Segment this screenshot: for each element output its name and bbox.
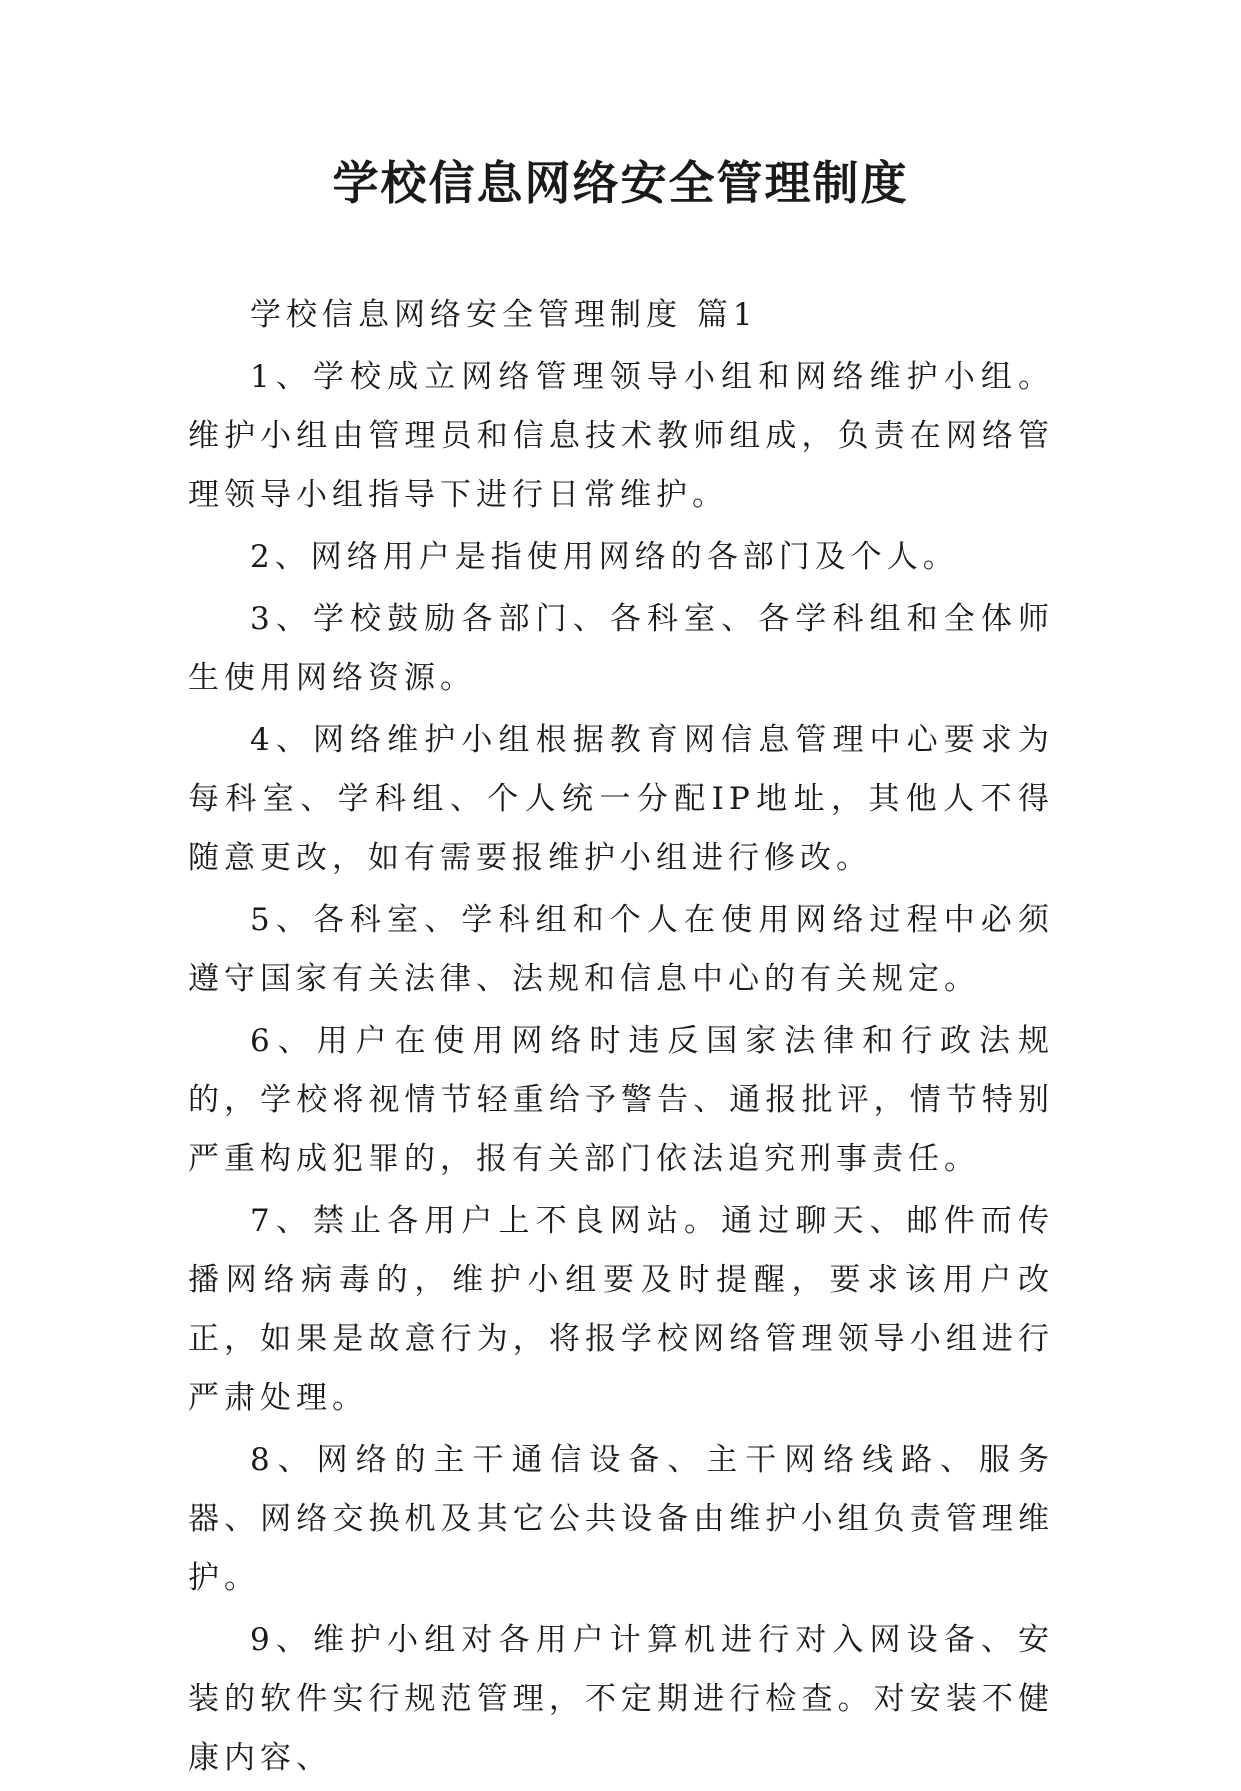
paragraph-3: 3、学校鼓励各部门、各科室、各学科组和全体师生使用网络资源。 xyxy=(188,601,1054,696)
page-title: 学校信息网络安全管理制度 xyxy=(332,156,909,210)
paragraph-6: 6、用户在使用网络时违反国家法律和行政法规的，学校将视情节轻重给予警告、通报批评，情节特别严重构成犯罪的，报有关部门依法追究刑事责任。 xyxy=(188,1023,1054,1177)
document-body xyxy=(188,286,1054,1791)
paragraph-8: 8、网络的主干通信设备、主干网络线路、服务器、网络交换机及其它公共设备由维护小组负责管理维护。 xyxy=(188,1442,1054,1596)
section-heading: 学校信息网络安全管理制度 篇1 xyxy=(250,297,758,333)
paragraph-5: 5、各科室、学科组和个人在使用网络过程中必须遵守国家有关法律、法规和信息中心的有关规定。 xyxy=(188,902,1054,997)
paragraph-1: 1、学校成立网络管理领导小组和网络维护小组。维护小组由管理员和信息技术教师组成，负责在网络管理领导小组指导下进行日常维护。 xyxy=(188,359,1054,513)
paragraph-9: 9、维护小组对各用户计算机进行对入网设备、安装的软件实行规范管理，不定期进行检查。对安装不健康内容、 xyxy=(188,1622,1054,1776)
paragraph-4: 4、网络维护小组根据教育网信息管理中心要求为每科室、学科组、个人统一分配IP地址，其他人不得随意更改，如有需要报维护小组进行修改。 xyxy=(188,722,1054,876)
paragraph-7: 7、禁止各用户上不良网站。通过聊天、邮件而传播网络病毒的，维护小组要及时提醒，要求该用户改正，如果是故意行为，将报学校网络管理领导小组进行严肃处理。 xyxy=(188,1203,1054,1416)
paragraph-2: 2、网络用户是指使用网络的各部门及个人。 xyxy=(250,539,959,575)
